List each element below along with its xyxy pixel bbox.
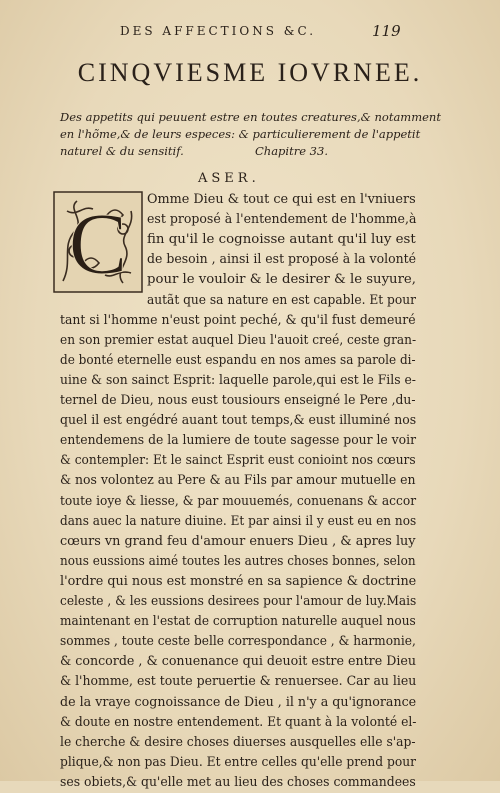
text-line: dans auec la nature diuine. Et par ainsi il y eust eu en nos xyxy=(60,513,417,529)
text-line: maintenant en l'estat de corruption naturelle auquel nous xyxy=(60,614,416,630)
summary-line: en l'hõme,& de leurs especes: & particulierement de l'appetit xyxy=(60,127,421,141)
text-line: uine & son sainct Esprit: laquelle parole,qui est le Fils e- xyxy=(60,372,416,388)
text-line: fin qu'il le cognoisse autant qu'il luy est xyxy=(147,232,416,248)
summary-line: Des appetits qui peuuent estre en toutes creatures,& notamment xyxy=(60,110,441,124)
text-line: quel il est engédré auant tout temps,& eust illuminé nos xyxy=(60,413,417,429)
text-line: l'ordre qui nous est monstré en sa sapience & doctrine xyxy=(60,573,417,589)
text-line: de besoin , ainsi il est proposé à la volonté xyxy=(147,252,417,268)
text-line: & nos volontez au Pere & au Fils par amour mutuelle en xyxy=(60,473,416,489)
page-number: 119 xyxy=(372,22,401,40)
text-line: & l'homme, est toute peruertie & renuersee. Car au lieu xyxy=(60,674,417,690)
text-line: cœurs vn grand feu d'amour enuers Dieu , & apres luy xyxy=(60,533,416,549)
text-line: Omme Dieu & tout ce qui est en l'vniuers xyxy=(147,192,416,207)
text-line: & doute en nostre entendement. Et quant à la volonté el- xyxy=(60,714,417,730)
speaker-name: ASER. xyxy=(198,171,260,186)
text-line: en son premier estat auquel Dieu l'auoit creé, ceste gran- xyxy=(60,332,417,348)
chapter-title: CINQVIESME IOVRNEE. xyxy=(77,58,423,87)
chapter-number: Chapitre 33. xyxy=(255,144,328,158)
text-line: est proposé à l'entendement de l'homme,à xyxy=(147,212,417,228)
text-line: ternel de Dieu, nous eust tousiours enseigné le Pere ,du- xyxy=(60,393,416,408)
text-line: sommes , toute ceste belle correspondance , & harmonie, xyxy=(60,634,416,650)
dropcap-letter: C xyxy=(68,196,128,293)
text-line: plique,& non pas Dieu. Et entre celles qu'elle prend pour xyxy=(60,754,417,770)
summary-line: naturel & du sensitif. xyxy=(60,144,184,158)
running-head: DES AFFECTIONS &C. xyxy=(120,24,317,38)
text-line: celeste , & les eussions desirees pour l'amour de luy.Mais xyxy=(60,594,417,609)
decorated-initial xyxy=(53,191,143,293)
text-line: toute ioye & liesse, & par mouuemés, conuenans & accor xyxy=(60,493,417,509)
text-line: nous eussions aimé toutes les autres choses bonnes, selon xyxy=(60,553,416,569)
text-line: entendemens de la lumiere de toute sagesse pour le voir xyxy=(60,433,416,449)
text-line: & contempler: Et le sainct Esprit eust conioint nos cœurs xyxy=(60,453,416,469)
text-line: pour le vouloir & le desirer & le suyure, xyxy=(147,272,416,288)
text-line: autãt que sa nature en est capable. Et pour xyxy=(147,292,416,308)
text-line: ses obiets,& qu'elle met au lieu des choses commandees xyxy=(60,774,416,790)
text-line: de bonté eternelle eust espandu en nos ames sa parole di- xyxy=(60,352,416,368)
text-line: & concorde , & conuenance qui deuoit estre entre Dieu xyxy=(60,654,417,670)
text-line: tant si l'homme n'eust point peché, & qu'il fust demeuré xyxy=(60,312,416,328)
text-line: de la vraye cognoissance de Dieu , il n'y a qu'ignorance xyxy=(60,694,417,710)
text-line: le cherche & desire choses diuerses ausquelles elle s'ap- xyxy=(60,734,416,750)
